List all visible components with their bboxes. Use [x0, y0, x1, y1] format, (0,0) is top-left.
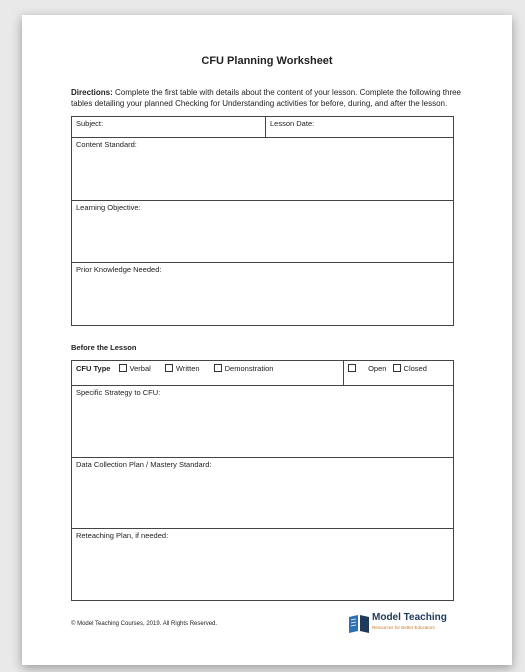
logo-title: Model Teaching: [372, 612, 447, 623]
learning-objective-field[interactable]: [72, 200, 453, 262]
directions-label: Directions:: [71, 88, 113, 97]
prior-knowledge-field[interactable]: [72, 262, 453, 325]
subject-label: Subject:: [76, 119, 104, 128]
subject-date-row: [72, 117, 453, 137]
closed-label: Closed: [403, 364, 427, 373]
subject-field[interactable]: [72, 117, 266, 137]
content-standard-field[interactable]: [72, 137, 453, 200]
data-collection-label: Data Collection Plan / Mastery Standard:: [76, 460, 212, 469]
checkbox-icon: [119, 364, 127, 372]
strategy-field[interactable]: [72, 385, 453, 457]
directions: [71, 87, 463, 109]
prior-knowledge-label: Prior Knowledge Needed:: [76, 265, 162, 274]
written-option[interactable]: [165, 364, 200, 373]
checkbox-icon: [393, 364, 401, 372]
learning-objective-label: Learning Objective:: [76, 203, 141, 212]
lesson-date-field[interactable]: [266, 117, 453, 137]
before-lesson-heading: Before the Lesson: [71, 343, 137, 352]
written-label: Written: [175, 364, 200, 373]
cfu-type-row: [72, 361, 453, 385]
worksheet-title: CFU Planning Worksheet: [201, 55, 333, 67]
logo-tagline: Resources for Better Educators: [372, 625, 435, 630]
content-standard-label: Content Standard:: [76, 140, 137, 149]
verbal-label: Verbal: [129, 364, 151, 373]
demonstration-option[interactable]: [214, 364, 274, 373]
closed-option[interactable]: [393, 364, 427, 373]
strategy-label: Specific Strategy to CFU:: [76, 388, 161, 397]
verbal-option[interactable]: [119, 364, 151, 373]
cfu-type-options: [72, 361, 344, 385]
checkbox-icon[interactable]: [348, 364, 356, 372]
worksheet-page: [22, 15, 512, 665]
cfu-type-label: CFU Type: [76, 364, 111, 373]
reteaching-label: Reteaching Plan, if needed:: [76, 531, 169, 540]
open-book-icon: [348, 612, 370, 634]
checkbox-icon: [165, 364, 173, 372]
directions-text: Complete the first table with details about the content of your lesson. Complete the following three tables detailing your planned Checking for Understanding activities for before, during, and after the lesson.: [71, 88, 462, 108]
model-teaching-logo: [348, 612, 458, 636]
demonstration-label: Demonstration: [224, 364, 274, 373]
reteaching-field[interactable]: [72, 528, 453, 600]
data-collection-field[interactable]: [72, 457, 453, 528]
lesson-date-label: Lesson Date:: [270, 119, 315, 128]
before-lesson-table: [71, 360, 454, 601]
open-option[interactable]: [368, 364, 386, 373]
checkbox-icon: [214, 364, 222, 372]
question-type-options: [344, 361, 453, 385]
open-label: Open: [368, 364, 387, 373]
lesson-details-table: [71, 116, 454, 326]
copyright-notice: © Model Teaching Courses, 2019. All Rights Reserved.: [71, 621, 218, 627]
